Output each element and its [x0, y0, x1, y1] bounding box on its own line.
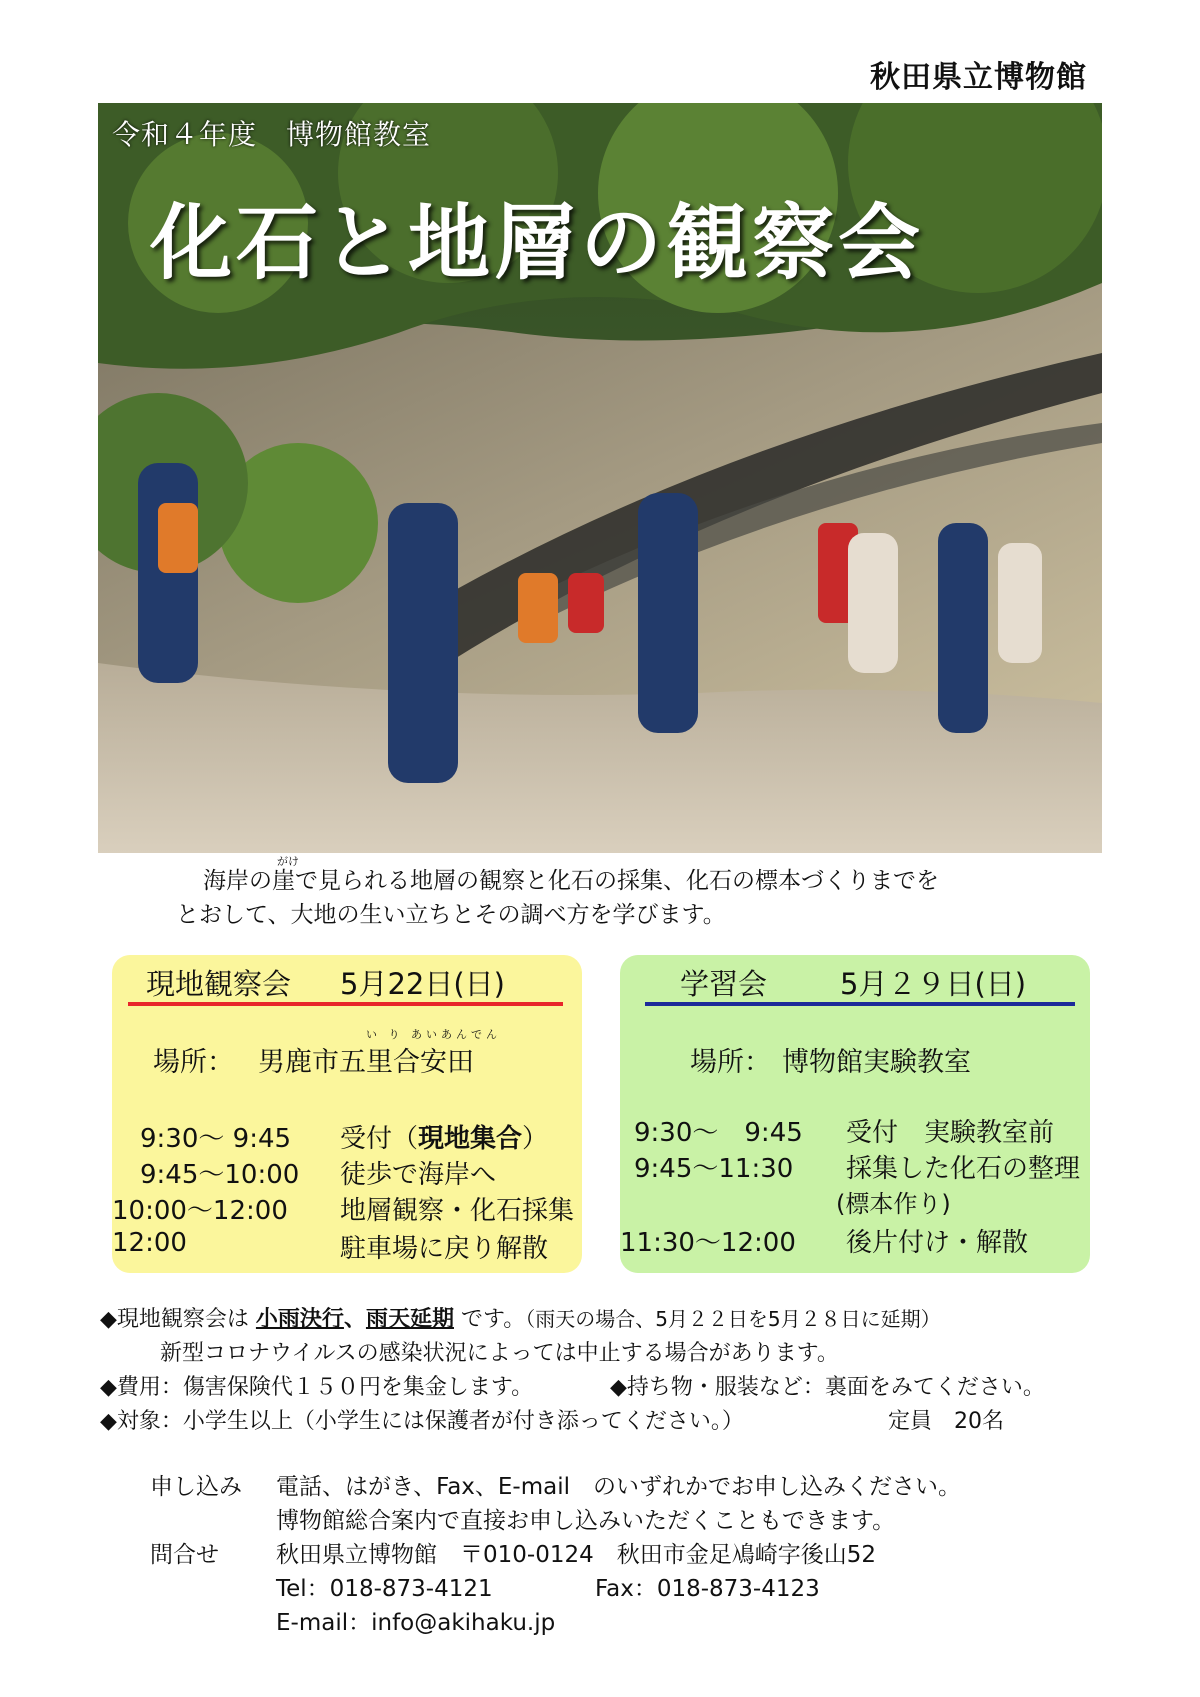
note-capacity: 定員 20名 — [888, 1409, 1004, 1434]
study-item-3: (標本作り) — [836, 1190, 951, 1218]
study-time-1: 9:30～ 9:45 — [634, 1118, 803, 1148]
museum-address: 秋田県立博物館 〒010-0124 秋田市金足鳰崎字後山52 — [276, 1542, 876, 1568]
field-time-1: 9:30～ 9:45 — [140, 1124, 292, 1154]
study-place: 博物館実験教室 — [782, 1047, 971, 1078]
note-target: ◆対象：小学生以上（小学生には保護者が付き添ってください。） — [100, 1409, 744, 1434]
note-covid: 新型コロナウイルスの感染状況によっては中止する場合があります。 — [160, 1341, 839, 1366]
museum-name: 秋田県立博物館 — [870, 60, 1087, 95]
study-session-name: 学習会 — [680, 967, 768, 1001]
study-item-2: 採集した化石の整理 — [846, 1154, 1081, 1184]
event-title: 化石と地層の観察会 — [150, 196, 925, 291]
apply-line-1: 電話、はがき、Fax、E-mail のいずれかでお申し込みください。 — [276, 1474, 962, 1500]
field-time-4: 12:00 — [112, 1228, 187, 1258]
museum-tel: Tel：018-873-4121 — [276, 1576, 493, 1602]
field-item-1: 受付（現地集合） — [340, 1124, 549, 1154]
intro-ruby: がけ — [277, 855, 299, 868]
field-place-label: 場所： — [153, 1047, 234, 1078]
study-item-4: 後片付け・解散 — [846, 1228, 1029, 1258]
study-time-2: 9:45～11:30 — [634, 1154, 794, 1184]
field-underline — [128, 1002, 563, 1006]
note-fee: ◆費用：傷害保険代１５０円を集金します。 — [100, 1375, 534, 1400]
field-item-3: 地層観察・化石採集 — [340, 1196, 575, 1226]
note-weather: ◆現地観察会は 小雨決行、雨天延期 です。（雨天の場合、5月２２日を5月２８日に延期） — [100, 1307, 941, 1332]
field-session-name: 現地観察会 — [146, 967, 292, 1001]
field-session-date: 5月22日(日) — [340, 967, 505, 1001]
study-session-date: 5月２９日(日) — [840, 967, 1027, 1001]
field-item-2: 徒歩で海岸へ — [340, 1160, 497, 1190]
field-item-4: 駐車場に戻り解散 — [340, 1234, 549, 1264]
study-time-4: 11:30～12:00 — [620, 1228, 796, 1258]
museum-email[interactable]: E-mail：info@akihaku.jp — [276, 1610, 556, 1636]
note-belongings: ◆持ち物・服装など：裏面をみてください。 — [610, 1375, 1045, 1400]
intro-line-1: 海岸の崖で見られる地層の観察と化石の採集、化石の標本づくりまでを — [203, 868, 939, 894]
apply-label: 申し込み — [150, 1474, 242, 1500]
museum-fax: Fax：018-873-4123 — [595, 1576, 820, 1602]
event-subtitle: 令和４年度 博物館教室 — [112, 118, 432, 151]
intro-line-2: とおして、大地の生い立ちとその調べ方を学びます。 — [176, 902, 726, 928]
study-underline — [645, 1002, 1075, 1006]
study-item-1: 受付 実験教室前 — [846, 1118, 1055, 1148]
field-time-3: 10:00～12:00 — [112, 1196, 288, 1226]
study-place-label: 場所： — [690, 1047, 771, 1078]
field-place: 男鹿市五里合安田 — [258, 1047, 474, 1078]
place-ruby: い り あいあんでん — [366, 1028, 501, 1041]
apply-line-2: 博物館総合案内で直接お申し込みいただくこともできます。 — [276, 1508, 896, 1534]
field-time-2: 9:45～10:00 — [140, 1160, 300, 1190]
inquiry-label: 問合せ — [150, 1542, 219, 1568]
